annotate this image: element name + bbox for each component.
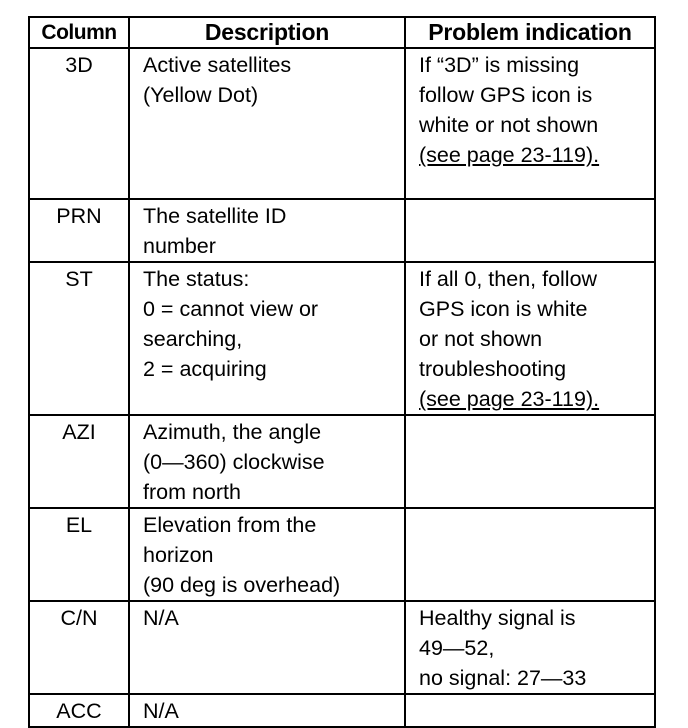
description-line: The status: xyxy=(143,267,250,291)
description-line: (0—360) clockwise xyxy=(143,450,325,474)
description-line: Active satellites xyxy=(143,53,292,77)
description-line: 0 = cannot view or xyxy=(143,297,319,321)
header-problem-indication: Problem indication xyxy=(405,17,655,48)
description-line: (90 deg is overhead) xyxy=(143,573,341,597)
page-reference-line: (see page 23-119). xyxy=(419,387,600,411)
table-row-azi xyxy=(29,415,655,508)
table-row-el xyxy=(29,508,655,601)
table-row-st xyxy=(29,262,655,415)
cell-column-name: ACC xyxy=(29,694,129,727)
description-line: number xyxy=(143,234,216,258)
cell-column-name: C/N xyxy=(29,601,129,694)
description-line: Elevation from the xyxy=(143,513,317,537)
page-reference-line: (see page 23-119). xyxy=(419,143,600,167)
header-row xyxy=(29,17,655,48)
problem-line: 49—52, xyxy=(419,636,495,660)
description-line: (Yellow Dot) xyxy=(143,83,259,107)
cell-column-name: 3D xyxy=(29,48,129,199)
description-line: from north xyxy=(143,480,241,504)
problem-line: If “3D” is missing xyxy=(419,53,580,77)
cell-problem-indication xyxy=(405,601,655,694)
cell-column-name: PRN xyxy=(29,199,129,262)
problem-line: If all 0, then, follow xyxy=(419,267,598,291)
cell-column-name: AZI xyxy=(29,415,129,508)
problem-line: follow GPS icon is xyxy=(419,83,593,107)
cell-description xyxy=(129,262,405,415)
problem-line: or not shown xyxy=(419,327,543,351)
cell-description xyxy=(129,199,405,262)
header-column: Column xyxy=(29,17,129,48)
description-line: 2 = acquiring xyxy=(143,357,267,381)
cell-description xyxy=(129,694,405,727)
cell-problem-indication xyxy=(405,415,655,508)
description-line: N/A xyxy=(143,699,179,723)
problem-line: GPS icon is white xyxy=(419,297,588,321)
cell-column-name: ST xyxy=(29,262,129,415)
problem-line: Healthy signal is xyxy=(419,606,576,630)
table-row-prn xyxy=(29,199,655,262)
satellite-status-table xyxy=(28,16,656,728)
description-line: N/A xyxy=(143,606,179,630)
cell-column-name: EL xyxy=(29,508,129,601)
description-line: searching, xyxy=(143,327,243,351)
cell-description xyxy=(129,508,405,601)
table-row-cn xyxy=(29,601,655,694)
header-description: Description xyxy=(129,17,405,48)
problem-line: troubleshooting xyxy=(419,357,567,381)
problem-line: white or not shown xyxy=(419,113,599,137)
cell-problem-indication xyxy=(405,508,655,601)
cell-description xyxy=(129,601,405,694)
table-row-acc xyxy=(29,694,655,727)
table-header xyxy=(29,17,655,48)
description-line: Azimuth, the angle xyxy=(143,420,322,444)
table-body xyxy=(29,48,655,727)
cell-problem-indication xyxy=(405,694,655,727)
cell-problem-indication xyxy=(405,199,655,262)
description-line: The satellite ID xyxy=(143,204,287,228)
description-line: horizon xyxy=(143,543,214,567)
cell-description xyxy=(129,415,405,508)
cell-problem-indication xyxy=(405,48,655,199)
table-row-3d xyxy=(29,48,655,199)
cell-problem-indication xyxy=(405,262,655,415)
cell-description xyxy=(129,48,405,199)
problem-line: no signal: 27—33 xyxy=(419,666,587,690)
